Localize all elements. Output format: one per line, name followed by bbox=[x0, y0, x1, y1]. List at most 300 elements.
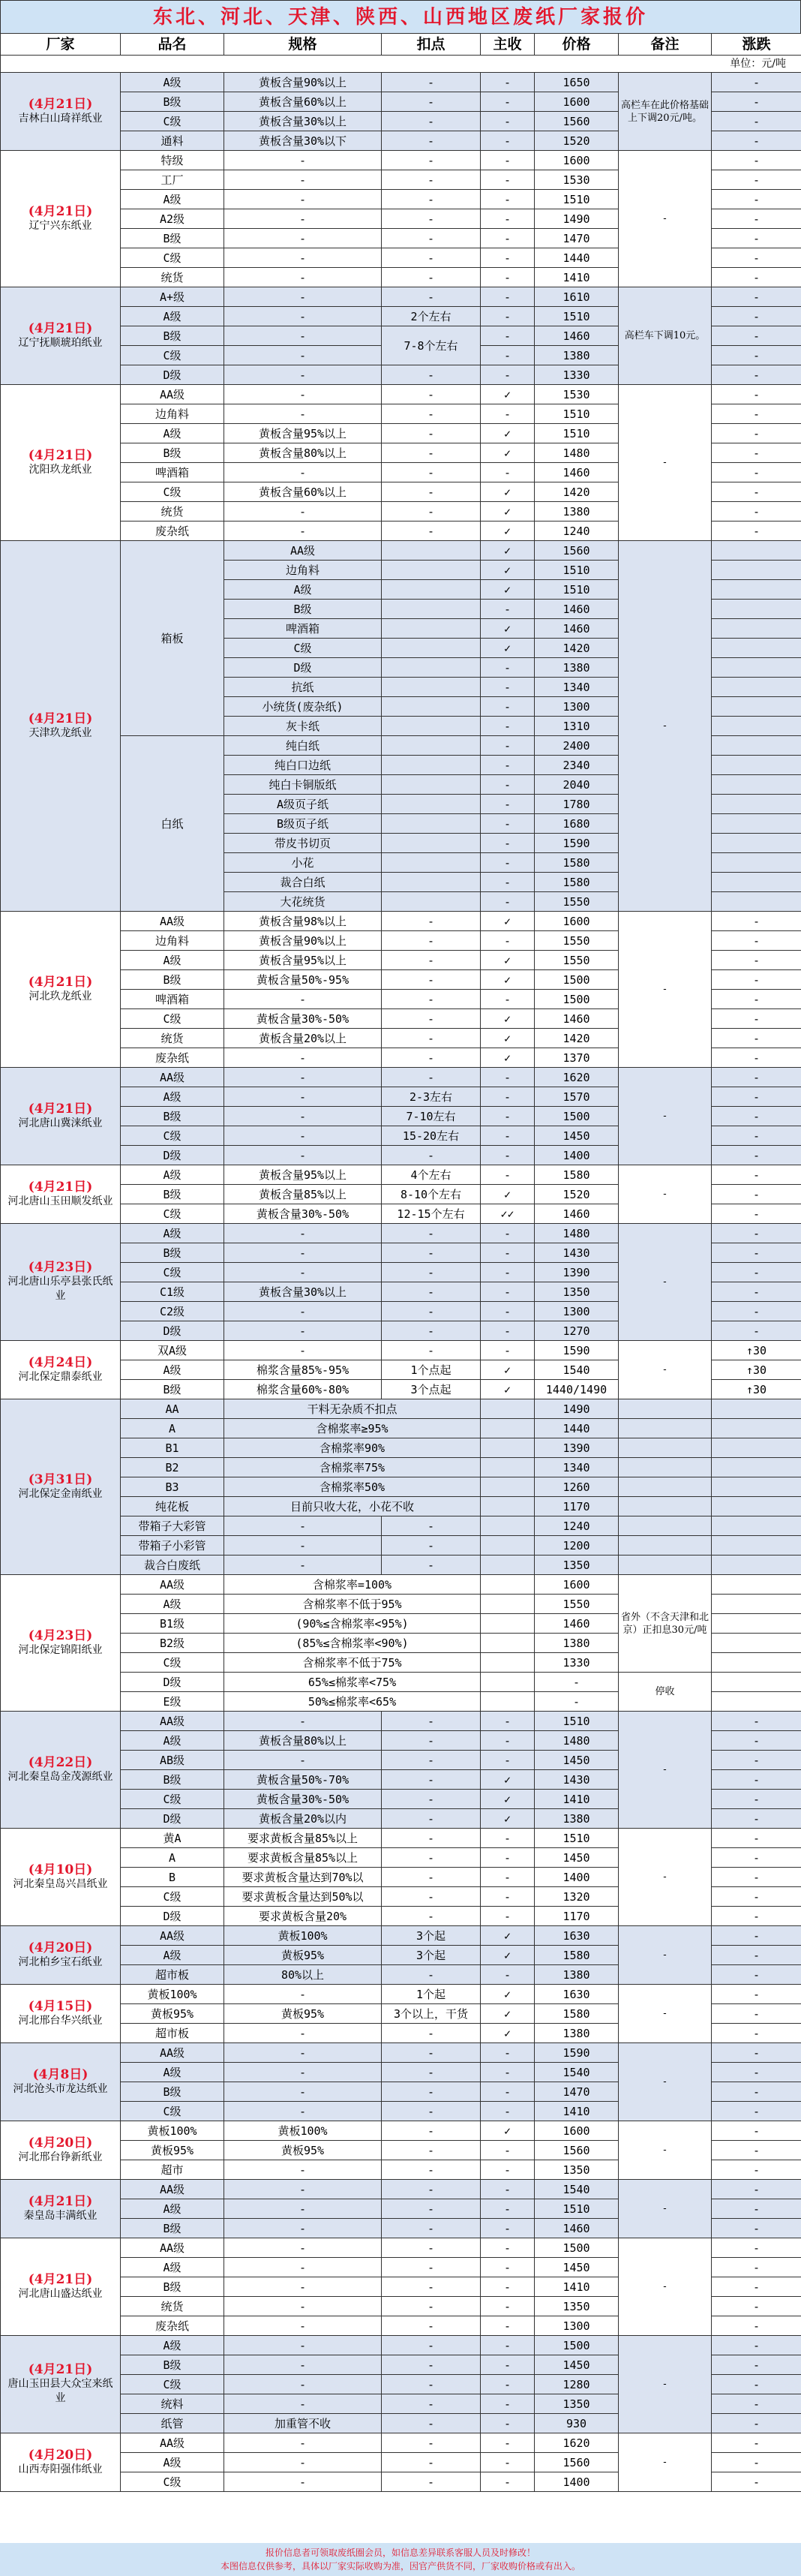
spec-cell: - bbox=[224, 1302, 382, 1321]
price-cell: 1510 bbox=[535, 1829, 619, 1848]
spec-cell: - bbox=[224, 190, 382, 209]
item-cell: 裁合白废纸 bbox=[121, 1556, 224, 1575]
change-cell: - bbox=[712, 2199, 801, 2219]
item-cell: C级 bbox=[121, 2375, 224, 2394]
main-cell: - bbox=[481, 92, 535, 112]
price-cell: 1380 bbox=[535, 2024, 619, 2043]
change-cell bbox=[712, 658, 801, 678]
main-cell: - bbox=[481, 717, 535, 736]
note-cell bbox=[619, 1477, 712, 1497]
change-cell bbox=[712, 1575, 801, 1595]
price-cell: 1450 bbox=[535, 2258, 619, 2277]
spec-cell: - bbox=[224, 2238, 382, 2258]
change-cell: - bbox=[712, 1809, 801, 1829]
table-row bbox=[1, 1673, 801, 1692]
main-cell: - bbox=[481, 2102, 535, 2121]
change-cell: - bbox=[712, 1907, 801, 1926]
main-cell: - bbox=[481, 1165, 535, 1185]
deduct-cell: - bbox=[382, 1146, 481, 1165]
header-deduct: 扣点 bbox=[382, 34, 481, 56]
company-name: 辽宁兴东纸业 bbox=[28, 219, 92, 232]
change-cell: - bbox=[712, 2160, 801, 2180]
item-cell: A级 bbox=[121, 1165, 224, 1185]
main-cell: - bbox=[481, 170, 535, 190]
change-cell: - bbox=[712, 2121, 801, 2141]
deduct-cell: - bbox=[382, 170, 481, 190]
deduct-cell: - bbox=[382, 1770, 481, 1790]
deduct-cell: - bbox=[382, 1068, 481, 1087]
main-cell: - bbox=[481, 1321, 535, 1341]
item-cell: C级 bbox=[121, 112, 224, 131]
item-cell: 超市 bbox=[121, 2160, 224, 2180]
item-cell: 纯花板 bbox=[121, 1497, 224, 1516]
change-cell: - bbox=[712, 951, 801, 970]
item-cell: B级 bbox=[121, 326, 224, 346]
item-cell: AA级 bbox=[121, 2238, 224, 2258]
table-row bbox=[1, 287, 801, 307]
deduct-cell: - bbox=[382, 2375, 481, 2394]
item-cell: 纸管 bbox=[121, 2414, 224, 2433]
main-cell: ✓ bbox=[481, 443, 535, 463]
item-cell: B级 bbox=[121, 2355, 224, 2375]
price-cell: 1570 bbox=[535, 1087, 619, 1107]
company-name: 河北秦皇岛兴昌纸业 bbox=[13, 1877, 108, 1890]
item-cell: B级 bbox=[121, 443, 224, 463]
spec-cell: 纯白口边纸 bbox=[224, 756, 382, 775]
item-cell: C级 bbox=[121, 2102, 224, 2121]
price-cell: 1460 bbox=[535, 619, 619, 639]
price-cell: 1430 bbox=[535, 1770, 619, 1790]
item-cell: A级 bbox=[121, 2336, 224, 2355]
item-cell: A级 bbox=[121, 1224, 224, 1243]
spec-cell: 啤酒箱 bbox=[224, 619, 382, 639]
item-cell: C级 bbox=[121, 346, 224, 365]
main-cell: ✓ bbox=[481, 385, 535, 404]
price-cell: 1630 bbox=[535, 1985, 619, 2004]
deduct-cell: - bbox=[382, 248, 481, 268]
spec-cell: 黄板含量80%以上 bbox=[224, 1731, 382, 1751]
page-title: 东北、河北、天津、陕西、山西地区废纸厂家报价 bbox=[0, 0, 801, 33]
note-cell: - bbox=[619, 1985, 712, 2043]
main-cell: - bbox=[481, 1302, 535, 1321]
deduct-cell: 12-15个左右 bbox=[382, 1204, 481, 1224]
deduct-cell: - bbox=[382, 2316, 481, 2336]
spec-cell: - bbox=[224, 2082, 382, 2102]
main-cell bbox=[481, 1634, 535, 1653]
deduct-cell bbox=[382, 717, 481, 736]
spec-cell: 含棉浆率50% bbox=[224, 1477, 481, 1497]
main-cell: - bbox=[481, 1907, 535, 1926]
deduct-cell: - bbox=[382, 1887, 481, 1907]
table-row bbox=[1, 1399, 801, 1419]
deduct-cell: - bbox=[382, 1341, 481, 1360]
note-cell: - bbox=[619, 2180, 712, 2238]
item-cell: A级 bbox=[121, 1731, 224, 1751]
price-cell: 1510 bbox=[535, 2199, 619, 2219]
main-cell: ✓ bbox=[481, 1185, 535, 1204]
spec-cell: 大花统货 bbox=[224, 892, 382, 912]
main-cell bbox=[481, 1692, 535, 1712]
company-cell bbox=[1, 73, 121, 151]
deduct-cell: - bbox=[382, 2141, 481, 2160]
price-cell: 1550 bbox=[535, 951, 619, 970]
company-name: 沈阳玖龙纸业 bbox=[28, 463, 92, 476]
note-cell: - bbox=[619, 2433, 712, 2492]
change-cell: ↑30 bbox=[712, 1360, 801, 1380]
change-cell: - bbox=[712, 2082, 801, 2102]
price-cell: 1350 bbox=[535, 1282, 619, 1302]
price-cell: 1440 bbox=[535, 248, 619, 268]
spec-cell: - bbox=[224, 209, 382, 229]
table-row bbox=[1, 1477, 801, 1497]
change-cell bbox=[712, 1653, 801, 1673]
price-cell: 1350 bbox=[535, 1556, 619, 1575]
item-cell: B级 bbox=[121, 1770, 224, 1790]
company-name: 河北唐山盛达纸业 bbox=[18, 2287, 103, 2300]
change-cell: - bbox=[712, 1848, 801, 1868]
main-cell: - bbox=[481, 73, 535, 92]
deduct-cell: - bbox=[382, 2414, 481, 2433]
company-name: 河北邢台华兴纸业 bbox=[18, 2014, 103, 2027]
main-cell: ✓ bbox=[481, 1790, 535, 1809]
company-name: 河北邢台铮新纸业 bbox=[18, 2151, 103, 2163]
spec-cell: - bbox=[224, 2180, 382, 2199]
change-cell: - bbox=[712, 1302, 801, 1321]
company-name: 河北唐山乐亭县张氏纸业 bbox=[8, 1276, 113, 1302]
header-row bbox=[1, 34, 801, 56]
company-cell bbox=[1, 1575, 121, 1712]
spec-cell: 含棉浆率75% bbox=[224, 1458, 481, 1477]
company-date: (4月21日) bbox=[28, 2271, 93, 2287]
main-cell: - bbox=[481, 1868, 535, 1887]
deduct-cell: 3个以上，干货 bbox=[382, 2004, 481, 2024]
note-cell: - bbox=[619, 2121, 712, 2180]
company-cell bbox=[1, 912, 121, 1068]
price-cell: 1580 bbox=[535, 2004, 619, 2024]
change-cell: - bbox=[712, 463, 801, 482]
company-cell bbox=[1, 2238, 121, 2336]
spec-cell: - bbox=[224, 1712, 382, 1731]
note-cell: 高栏车下调10元。 bbox=[619, 287, 712, 385]
deduct-cell: - bbox=[382, 463, 481, 482]
spec-cell: - bbox=[224, 385, 382, 404]
change-cell: - bbox=[712, 151, 801, 170]
spec-cell: 要求黄板含量85%以上 bbox=[224, 1829, 382, 1848]
main-cell: - bbox=[481, 2297, 535, 2316]
main-cell: - bbox=[481, 2199, 535, 2219]
deduct-cell: - bbox=[382, 209, 481, 229]
deduct-cell: - bbox=[382, 1556, 481, 1575]
main-cell: - bbox=[481, 2277, 535, 2297]
spec-cell: 裁合白纸 bbox=[224, 873, 382, 892]
main-cell: - bbox=[481, 1751, 535, 1770]
main-cell: ✓ bbox=[481, 561, 535, 580]
change-cell: - bbox=[712, 2414, 801, 2433]
deduct-cell: - bbox=[382, 2180, 481, 2199]
main-cell bbox=[481, 1595, 535, 1614]
deduct-cell: - bbox=[382, 912, 481, 931]
main-cell: - bbox=[481, 1887, 535, 1907]
item-cell: C级 bbox=[121, 1653, 224, 1673]
price-cell: 1600 bbox=[535, 92, 619, 112]
spec-cell: - bbox=[224, 2316, 382, 2336]
deduct-cell bbox=[382, 561, 481, 580]
price-cell: 1480 bbox=[535, 1224, 619, 1243]
company-date: (4月21日) bbox=[28, 2193, 93, 2209]
item-cell: 超市板 bbox=[121, 2024, 224, 2043]
spec-cell: 黄板含量80%以上 bbox=[224, 443, 382, 463]
main-cell: - bbox=[481, 326, 535, 346]
change-cell: - bbox=[712, 404, 801, 424]
change-cell: - bbox=[712, 1185, 801, 1204]
deduct-cell bbox=[382, 678, 481, 697]
change-cell bbox=[712, 1477, 801, 1497]
note-cell bbox=[619, 1419, 712, 1438]
table-row bbox=[1, 1536, 801, 1556]
deduct-cell: - bbox=[382, 287, 481, 307]
change-cell: - bbox=[712, 2063, 801, 2082]
spec-cell: 黄板含量50%-70% bbox=[224, 1770, 382, 1790]
spec-cell: 小花 bbox=[224, 853, 382, 873]
spec-cell: 黄板含量30%以上 bbox=[224, 112, 382, 131]
change-cell: - bbox=[712, 170, 801, 190]
deduct-cell: - bbox=[382, 2336, 481, 2355]
deduct-cell: - bbox=[382, 2063, 481, 2082]
main-cell: ✓ bbox=[481, 1029, 535, 1048]
item-cell: 统料 bbox=[121, 2394, 224, 2414]
change-cell bbox=[712, 1634, 801, 1653]
main-cell: ✓ bbox=[481, 1985, 535, 2004]
deduct-cell: - bbox=[382, 1829, 481, 1848]
deduct-cell: - bbox=[382, 1321, 481, 1341]
main-cell: ✓ bbox=[481, 2004, 535, 2024]
unit-row bbox=[1, 56, 801, 73]
deduct-cell: 3个起 bbox=[382, 1926, 481, 1946]
spec-cell: 黄板95% bbox=[224, 1946, 382, 1965]
main-cell bbox=[481, 1438, 535, 1458]
main-cell: ✓ bbox=[481, 1360, 535, 1380]
price-cell: 1240 bbox=[535, 522, 619, 541]
deduct-cell: 1个起 bbox=[382, 1985, 481, 2004]
price-cell: 1600 bbox=[535, 912, 619, 931]
change-cell bbox=[712, 717, 801, 736]
company-cell bbox=[1, 2336, 121, 2433]
price-cell: 1560 bbox=[535, 2141, 619, 2160]
change-cell bbox=[712, 1614, 801, 1634]
table-row bbox=[1, 2238, 801, 2258]
table-row bbox=[1, 2433, 801, 2453]
note-cell: - bbox=[619, 385, 712, 541]
price-cell: 1380 bbox=[535, 502, 619, 522]
company-date: (4月21日) bbox=[28, 974, 93, 990]
spec-cell: 黄板含量95%以上 bbox=[224, 951, 382, 970]
main-cell: ✓ bbox=[481, 1946, 535, 1965]
note-cell: - bbox=[619, 2336, 712, 2433]
change-cell: - bbox=[712, 307, 801, 326]
price-cell: 1510 bbox=[535, 190, 619, 209]
main-cell: - bbox=[481, 1829, 535, 1848]
main-cell: - bbox=[481, 287, 535, 307]
main-cell: - bbox=[481, 2180, 535, 2199]
item-cell: B1 bbox=[121, 1438, 224, 1458]
deduct-cell: - bbox=[382, 1809, 481, 1829]
price-cell: 1550 bbox=[535, 1595, 619, 1614]
price-cell: 1780 bbox=[535, 795, 619, 814]
deduct-cell: - bbox=[382, 2160, 481, 2180]
price-cell: 1470 bbox=[535, 2082, 619, 2102]
spec-cell: - bbox=[224, 2355, 382, 2375]
price-cell: 2400 bbox=[535, 736, 619, 756]
spec-cell: - bbox=[224, 365, 382, 385]
spec-cell: 边角料 bbox=[224, 561, 382, 580]
price-cell: 1510 bbox=[535, 424, 619, 443]
change-cell: - bbox=[712, 326, 801, 346]
item-cell: A级 bbox=[121, 1087, 224, 1107]
table-row bbox=[1, 1516, 801, 1536]
change-cell: - bbox=[712, 1146, 801, 1165]
item-cell: D级 bbox=[121, 1673, 224, 1692]
price-cell: 1590 bbox=[535, 834, 619, 853]
deduct-cell: - bbox=[382, 1302, 481, 1321]
table-row bbox=[1, 2043, 801, 2063]
spec-cell: 黄板含量30%以上 bbox=[224, 1282, 382, 1302]
item-cell: 边角料 bbox=[121, 404, 224, 424]
company-date: (4月21日) bbox=[28, 2362, 93, 2377]
company-cell bbox=[1, 151, 121, 287]
deduct-cell: - bbox=[382, 2121, 481, 2141]
main-cell: - bbox=[481, 2219, 535, 2238]
spec-cell: - bbox=[224, 151, 382, 170]
main-cell: - bbox=[481, 307, 535, 326]
change-cell bbox=[712, 736, 801, 756]
spec-cell: 黄板100% bbox=[224, 2121, 382, 2141]
price-cell: 1550 bbox=[535, 892, 619, 912]
spec-cell: 65%≤棉浆率<75% bbox=[224, 1673, 481, 1692]
spec-cell: 黄板含量50%-95% bbox=[224, 970, 382, 990]
spec-cell: (85%≤含棉浆率<90%) bbox=[224, 1634, 481, 1653]
deduct-cell: - bbox=[382, 2258, 481, 2277]
note-cell bbox=[619, 1536, 712, 1556]
main-cell: - bbox=[481, 209, 535, 229]
price-cell: 1450 bbox=[535, 1751, 619, 1770]
spec-cell: 含棉浆率不低于95% bbox=[224, 1595, 481, 1614]
deduct-cell: - bbox=[382, 385, 481, 404]
spec-cell: 黄板含量60%以上 bbox=[224, 482, 382, 502]
company-name: 河北柏乡宝石纸业 bbox=[18, 1955, 103, 1968]
note-cell: - bbox=[619, 1926, 712, 1985]
table-row bbox=[1, 73, 801, 92]
price-cell: 1270 bbox=[535, 1321, 619, 1341]
spec-cell: - bbox=[224, 2199, 382, 2219]
deduct-cell: - bbox=[382, 112, 481, 131]
spec-cell: 纯白卡铜版纸 bbox=[224, 775, 382, 795]
spec-cell: - bbox=[224, 1048, 382, 1068]
deduct-cell: - bbox=[382, 1029, 481, 1048]
deduct-cell: - bbox=[382, 1224, 481, 1243]
price-cell: 1510 bbox=[535, 580, 619, 600]
header-price: 价格 bbox=[535, 34, 619, 56]
price-cell: 1330 bbox=[535, 1653, 619, 1673]
change-cell: - bbox=[712, 73, 801, 92]
price-cell: 1500 bbox=[535, 970, 619, 990]
change-cell: - bbox=[712, 112, 801, 131]
main-cell: - bbox=[481, 2394, 535, 2414]
price-cell: 1380 bbox=[535, 1634, 619, 1653]
deduct-cell: - bbox=[382, 2472, 481, 2492]
category-cell: 白纸 bbox=[121, 736, 224, 912]
change-cell bbox=[712, 1516, 801, 1536]
item-cell: AA级 bbox=[121, 912, 224, 931]
company-cell bbox=[1, 1712, 121, 1829]
change-cell: - bbox=[712, 1009, 801, 1029]
price-cell: 1400 bbox=[535, 2472, 619, 2492]
spec-cell: - bbox=[224, 2102, 382, 2121]
spec-cell: 黄板含量30%以下 bbox=[224, 131, 382, 151]
company-cell bbox=[1, 2433, 121, 2492]
note-cell bbox=[619, 1458, 712, 1477]
deduct-cell: - bbox=[382, 2297, 481, 2316]
price-cell: 1630 bbox=[535, 1926, 619, 1946]
price-cell: 1380 bbox=[535, 1965, 619, 1985]
note-cell bbox=[619, 1556, 712, 1575]
change-cell bbox=[712, 814, 801, 834]
main-cell: - bbox=[481, 1341, 535, 1360]
unit-label: 单位：元/吨 bbox=[1, 56, 801, 73]
change-cell: - bbox=[712, 287, 801, 307]
price-cell: 1460 bbox=[535, 326, 619, 346]
item-cell: B3 bbox=[121, 1477, 224, 1497]
main-cell bbox=[481, 1614, 535, 1634]
change-cell: - bbox=[712, 522, 801, 541]
main-cell: ✓ bbox=[481, 951, 535, 970]
main-cell: ✓ bbox=[481, 639, 535, 658]
spec-cell: B级 bbox=[224, 600, 382, 619]
change-cell: - bbox=[712, 1868, 801, 1887]
price-cell: 1480 bbox=[535, 1731, 619, 1751]
table-row bbox=[1, 1575, 801, 1595]
price-cell: 1460 bbox=[535, 1614, 619, 1634]
price-cell: 1260 bbox=[535, 1477, 619, 1497]
category-cell: 箱板 bbox=[121, 541, 224, 736]
note-cell: - bbox=[619, 1165, 712, 1224]
main-cell: - bbox=[481, 2316, 535, 2336]
company-cell bbox=[1, 1926, 121, 1985]
deduct-cell bbox=[382, 600, 481, 619]
spec-cell: - bbox=[224, 1985, 382, 2004]
item-cell: D级 bbox=[121, 1907, 224, 1926]
item-cell: A级 bbox=[121, 2199, 224, 2219]
main-cell: - bbox=[481, 2063, 535, 2082]
spec-cell: A级 bbox=[224, 580, 382, 600]
deduct-cell: - bbox=[382, 2355, 481, 2375]
spec-cell: - bbox=[224, 307, 382, 326]
footer bbox=[0, 2543, 801, 2576]
spec-cell: - bbox=[224, 2336, 382, 2355]
item-cell: A级 bbox=[121, 1595, 224, 1614]
price-cell: 1540 bbox=[535, 2180, 619, 2199]
deduct-cell: - bbox=[382, 2394, 481, 2414]
footer-line-2: 本图信息仅供参考，具体以厂家实际收购为准，因官产供货不同，厂家收购价格或有出入。 bbox=[220, 2561, 580, 2571]
price-cell: 1520 bbox=[535, 131, 619, 151]
change-cell: - bbox=[712, 2180, 801, 2199]
company-cell bbox=[1, 1341, 121, 1399]
change-cell: - bbox=[712, 229, 801, 248]
company-date: (4月21日) bbox=[28, 1179, 93, 1195]
spec-cell: - bbox=[224, 2043, 382, 2063]
spec-cell: - bbox=[224, 1107, 382, 1126]
change-cell bbox=[712, 1497, 801, 1516]
price-cell: 1440/1490 bbox=[535, 1380, 619, 1399]
